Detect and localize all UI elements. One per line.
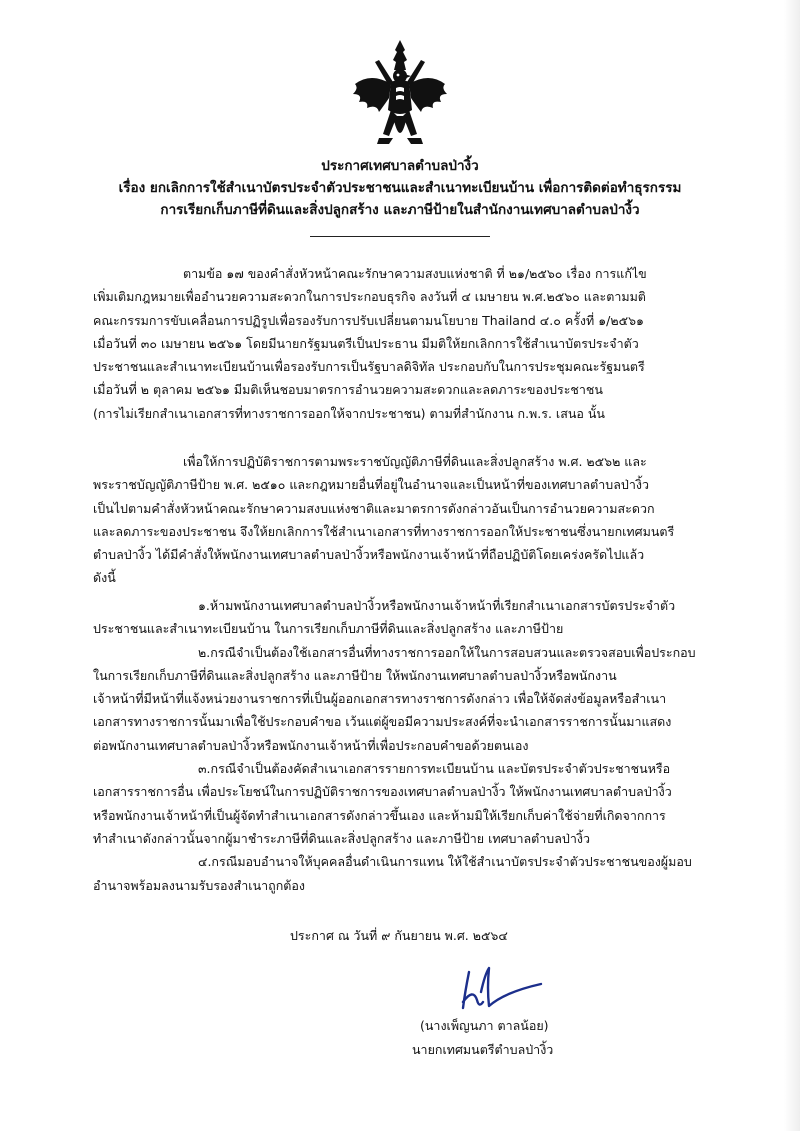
paragraph-line: เพิ่มเติมกฎหมายเพื่ออำนวยความสะดวกในการประกอบธุรกิจ ลงวันที่ ๔ เมษายน พ.ศ.๒๕๖๐ และตามมติ	[93, 289, 646, 305]
paragraph-line: ประชาชนและสำเนาทะเบียนบ้านเพื่อรองรับการเป็นรัฐบาลดิจิทัล ประกอบกับในการประชุมคณะรัฐมนตรี	[93, 359, 645, 375]
paragraph-line: และลดภาระของประชาชน จึงให้ยกเลิกการใช้สำเนาเอกสารที่ทางราชการออกให้ประชาชนซึ่งนายกเทศมนตรี	[93, 523, 675, 539]
garuda-emblem-icon	[349, 38, 451, 156]
page-edge	[784, 0, 800, 1131]
paragraph-line: ตามข้อ ๑๗ ของคำสั่งหัวหน้าคณะรักษาความสงบแห่งชาติ ที่ ๒๑/๒๕๖๐ เรื่อง การแก้ไข	[183, 266, 647, 281]
announce-date: ประกาศ ณ วันที่ ๙ กันยายน พ.ศ. ๒๕๖๔	[290, 928, 508, 943]
heading-subject: เรื่อง ยกเลิกการใช้สำเนาบัตรประจำตัวประชาชนและสำเนาทะเบียนบ้าน เพื่อการติดต่อทำธุรกรรม	[118, 180, 682, 196]
paragraph-1	[93, 262, 733, 425]
heading-divider	[310, 236, 490, 237]
directive-line: หรือพนักงานเจ้าหน้าที่เป็นผู้จัดทำสำเนาเอกสารดังกล่าวขึ้นเอง และห้ามมิให้เรียกเก็บค่าใช้จ่ายที่เกิดจากการ	[93, 807, 666, 823]
directive-item-3: ๓.กรณีจำเป็นต้องคัดสำเนาเอกสารรายการทะเบียนบ้าน และบัตรประจำตัวประชาชนหรือ	[198, 761, 671, 777]
paragraph-2	[93, 450, 733, 590]
directive-line: ทำสำเนาดังกล่าวนั้นจากผู้มาชำระภาษีที่ดินและสิ่งปลูกสร้าง และภาษีป้าย เทศบาลตำบลป่างิ้ว	[93, 830, 590, 846]
directive-item-2: ๒.กรณีจำเป็นต้องใช้เอกสารอื่นที่ทางราชการออกให้ในการสอบสวนและตรวจสอบเพื่อประกอบ	[198, 644, 696, 660]
signer-title: นายกเทศมนตรีตำบลป่างิ้ว	[412, 1042, 554, 1057]
directive-item-4: ๔.กรณีมอบอำนาจให้บุคคลอื่นดำเนินการแทน ให้ใช้สำเนาบัตรประจำตัวประชาชนของผู้มอบ	[198, 854, 692, 870]
directive-item-1: ๑.ห้ามพนักงานเทศบาลตำบลป่างิ้วหรือพนักงานเจ้าหน้าที่เรียกสำเนาเอกสารบัตรประจำตัว	[198, 598, 676, 613]
directive-list	[93, 594, 733, 897]
directive-line: เจ้าหน้าที่มีหน้าที่แจ้งหน่วยงานราชการที่เป็นผู้ออกเอกสารทางราชการดังกล่าว เพื่อให้จัดส่งข้อมูลหรือสำเนา	[93, 691, 667, 707]
announcement-heading	[60, 155, 740, 221]
directive-line: อำนาจพร้อมลงนามรับรองสำเนาถูกต้อง	[93, 877, 306, 893]
paragraph-line: ตำบลป่างิ้ว ได้มีคำสั่งให้พนักงานเทศบาลตำบลป่างิ้วหรือพนักงานเจ้าหน้าที่ถือปฏิบัติโดยเคร่งครัดไปแล้ว	[93, 547, 645, 563]
signer-name: (นางเพ็ญนภา ตาลน้อย)	[420, 1018, 549, 1033]
directive-line: เอกสารทางราชการนั้นมาเพื่อใช้ประกอบคำขอ เว้นแต่ผู้ขอมีความประสงค์ที่จะนำเอกสารราชการนั้นมาแสดง	[93, 714, 672, 730]
paragraph-line: (การไม่เรียกสำเนาเอกสารที่ทางราชการออกให้จากประชาชน) ตามที่สำนักงาน ก.พ.ร. เสนอ นั้น	[93, 405, 605, 421]
paragraph-line: พระราชบัญญัติภาษีป้าย พ.ศ. ๒๕๑๐ และกฎหมายอื่นที่อยู่ในอำนาจและเป็นหน้าที่ของเทศบาลตำบลป่างิ้ว	[93, 477, 649, 493]
paragraph-line: เพื่อให้การปฏิบัติราชการตามพระราชบัญญัติภาษีที่ดินและสิ่งปลูกสร้าง พ.ศ. ๒๕๖๒ และ	[183, 454, 647, 469]
heading-issuer: ประกาศเทศบาลตำบลป่างิ้ว	[321, 158, 479, 174]
paragraph-line: เมื่อวันที่ ๒ ตุลาคม ๒๕๖๑ มีมติเห็นชอบมาตรการอำนวยความสะดวกและลดภาระของประชาชน	[93, 382, 603, 398]
directive-line: เอกสารราชการอื่น เพื่อประโยชน์ในการปฏิบัติราชการของเทศบาลตำบลป่างิ้ว ให้พนักงานเทศบาลตำบลป่างิ้ว	[93, 784, 672, 800]
paragraph-line: คณะกรรมการขับเคลื่อนการปฏิรูปเพื่อรองรับการปรับเปลี่ยนตามนโยบาย Thailand ๔.๐ ครั้งที่ ๑/๒๕๖๑	[93, 312, 644, 328]
signature-mark	[455, 962, 545, 1014]
paragraph-line: ดังนี้	[93, 570, 116, 586]
paragraph-line: เป็นไปตามคำสั่งหัวหน้าคณะรักษาความสงบแห่งชาติและมาตรการดังกล่าวอันเป็นการอำนวยความสะดวก	[93, 500, 655, 516]
heading-subject-cont: การเรียกเก็บภาษีที่ดินและสิ่งปลูกสร้าง และภาษีป้ายในสำนักงานเทศบาลตำบลป่างิ้ว	[160, 202, 640, 218]
directive-line: ในการเรียกเก็บภาษีที่ดินและสิ่งปลูกสร้าง และภาษีป้าย ให้พนักงานเทศบาลตำบลป่างิ้วหรือพนักงาน	[93, 667, 617, 683]
directive-line: ประชาชนและสำเนาทะเบียนบ้าน ในการเรียกเก็บภาษีที่ดินและสิ่งปลูกสร้าง และภาษีป้าย	[93, 621, 564, 637]
paragraph-line: เมื่อวันที่ ๓๐ เมษายน ๒๕๖๑ โดยมีนายกรัฐมนตรีเป็นประธาน มีมติให้ยกเลิกการใช้สำเนาบัตรประจำตัว	[93, 335, 639, 351]
directive-line: ต่อพนักงานเทศบาลตำบลป่างิ้วหรือพนักงานเจ้าหน้าที่เพื่อประกอบคำขอด้วยตนเอง	[93, 737, 529, 753]
